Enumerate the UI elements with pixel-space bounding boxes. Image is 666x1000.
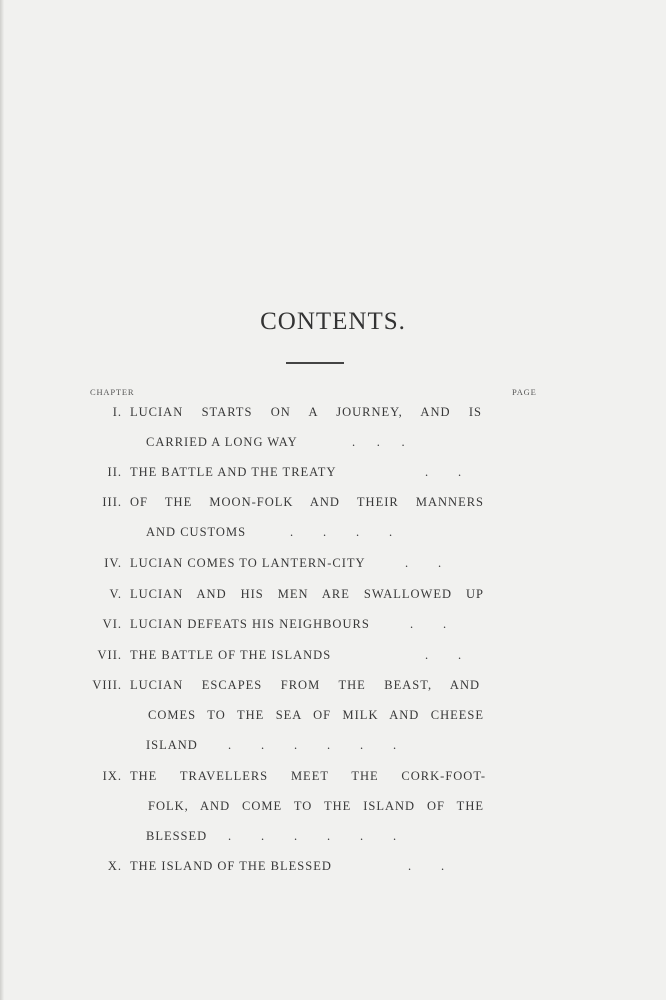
chapter-number: I.	[112, 405, 122, 419]
entry-title-line: AND CUSTOMS	[146, 525, 247, 539]
chapter-number: II.	[107, 465, 122, 479]
entry-title-line: THE ISLAND OF THE BLESSED	[130, 859, 332, 873]
entry-title-line: LUCIAN AND HIS MEN ARE SWALLOWED UP	[130, 587, 484, 601]
title-rule	[286, 362, 344, 364]
entry-title-line: LUCIAN DEFEATS HIS NEIGHBOURS	[130, 617, 370, 631]
leader-dots: . .	[408, 859, 446, 873]
leader-dots: . . .	[352, 435, 406, 449]
leader-dots: . . . . . .	[228, 829, 398, 843]
chapter-number: VIII.	[92, 678, 122, 692]
page-column-header: PAGE	[512, 387, 537, 397]
entry-title-line: THE TRAVELLERS MEET THE CORK-FOOT-	[130, 769, 486, 783]
chapter-number: X.	[107, 859, 122, 873]
entry-title-line: THE BATTLE OF THE ISLANDS	[130, 648, 332, 662]
chapter-column-header: CHAPTER	[90, 387, 135, 397]
chapter-number: IX.	[102, 769, 122, 783]
leader-dots: . .	[405, 556, 443, 570]
entry-title-line: ISLAND	[146, 738, 198, 752]
entry-title-line: THE BATTLE AND THE TREATY	[130, 465, 337, 479]
page-title: CONTENTS.	[260, 308, 406, 335]
leader-dots: . .	[410, 617, 448, 631]
leader-dots: . .	[425, 465, 463, 479]
chapter-number: VI.	[102, 617, 122, 631]
page-edge-shadow	[0, 0, 4, 1000]
leader-dots: . . . .	[290, 525, 394, 539]
leader-dots: . . . . . .	[228, 738, 398, 752]
entry-title-line: CARRIED A LONG WAY	[146, 435, 298, 449]
entry-title-line: LUCIAN ESCAPES FROM THE BEAST, AND	[130, 678, 480, 692]
chapter-number: V.	[109, 587, 122, 601]
entry-title-line: FOLK, AND COME TO THE ISLAND OF THE	[148, 799, 484, 813]
entry-title-line: COMES TO THE SEA OF MILK AND CHEESE	[148, 708, 484, 722]
entry-title-line: LUCIAN COMES TO LANTERN-CITY	[130, 556, 366, 570]
chapter-number: VII.	[97, 648, 122, 662]
entry-title-line: LUCIAN STARTS ON A JOURNEY, AND IS	[130, 405, 482, 419]
entry-title-line: OF THE MOON-FOLK AND THEIR MANNERS	[130, 495, 484, 509]
leader-dots: . .	[425, 648, 463, 662]
entry-title-line: BLESSED	[146, 829, 208, 843]
chapter-number: IV.	[104, 556, 122, 570]
chapter-number: III.	[102, 495, 122, 509]
